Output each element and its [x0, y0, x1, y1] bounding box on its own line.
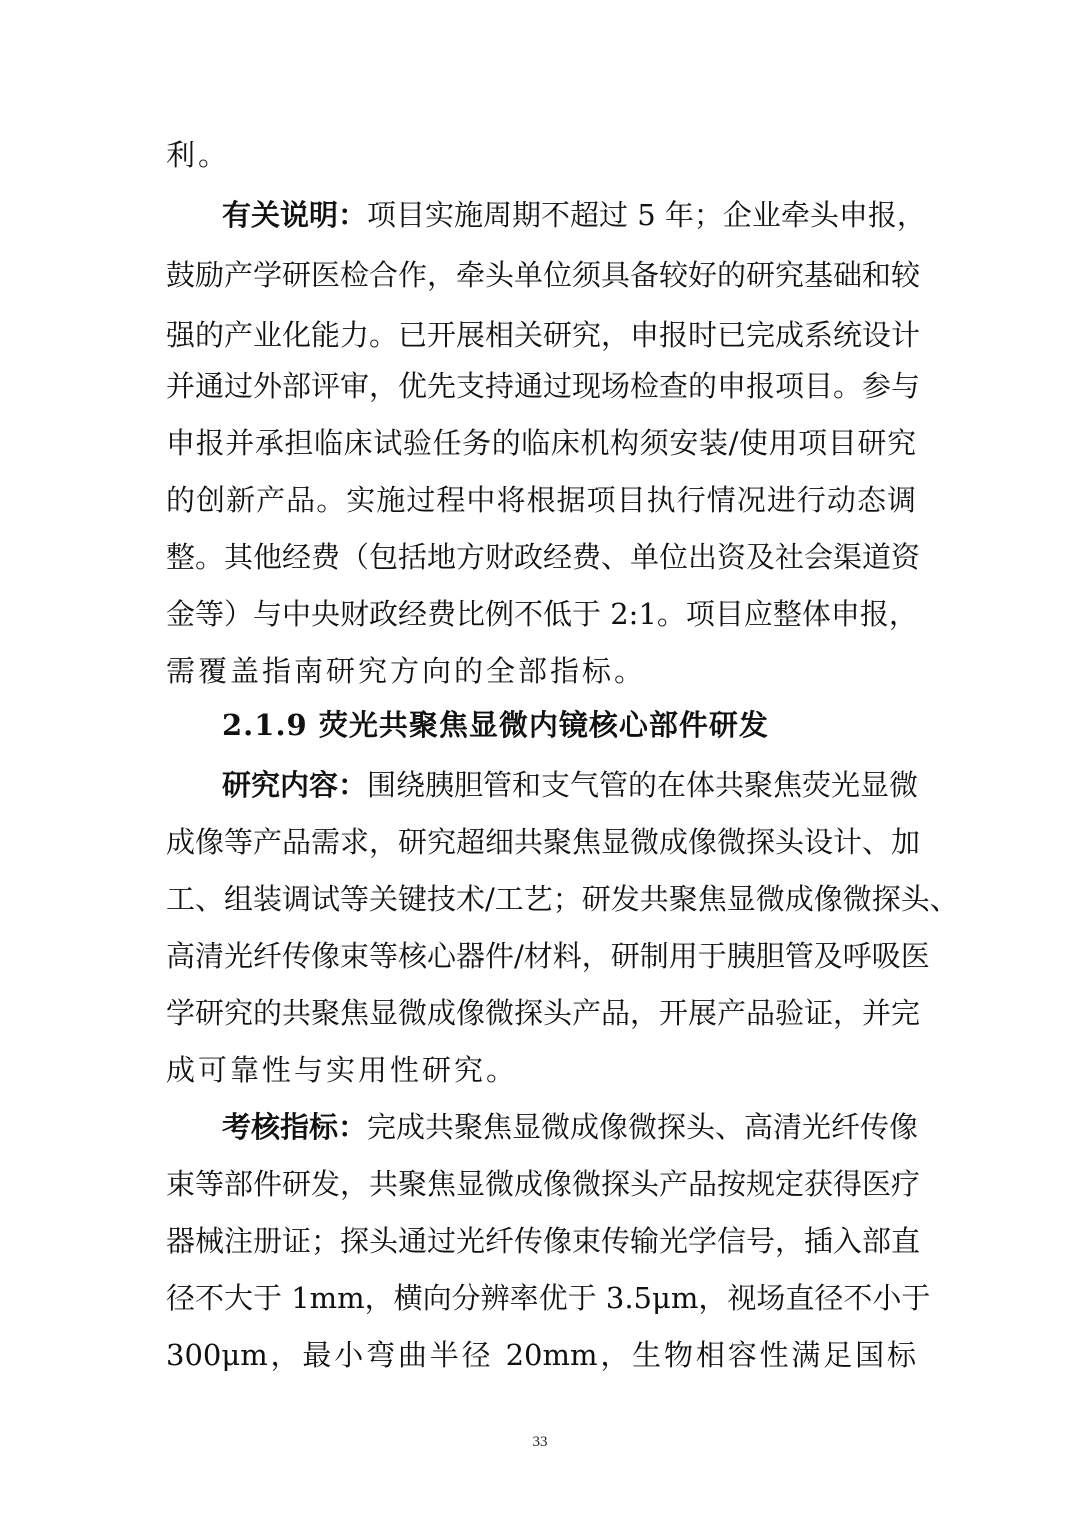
paragraph-first-line	[222, 1107, 919, 1147]
body-text-line: 金等）与中央财政经费比例不低于 2:1。项目应整体申报，	[166, 597, 918, 631]
body-text-line: 工、组装调试等关键技术/工艺；研发共聚焦显微成像微探头、	[166, 882, 959, 916]
paragraph-label: 研究内容：	[222, 768, 368, 802]
body-text-line: 成像等产品需求，研究超细共聚焦显微成像微探头设计、加	[166, 825, 921, 859]
body-text-line: 成可靠性与实用性研究。	[166, 1053, 519, 1087]
body-text-line: 利。	[166, 138, 231, 172]
paragraph-label: 有关说明：	[222, 198, 368, 232]
body-text-line: 器械注册证；探头通过光纤传像束传输光学信号，插入部直	[166, 1224, 921, 1258]
body-text-line: 申报并承担临床试验任务的临床机构须安装/使用项目研究	[166, 426, 916, 460]
body-text-line: 需覆盖指南研究方向的全部指标。	[166, 654, 647, 688]
section-heading: 2.1.9 荧光共聚焦显微内镜核心部件研发	[222, 708, 769, 742]
body-text-line: 完成共聚焦显微成像微探头、高清光纤传像	[367, 1110, 919, 1144]
body-text-line: 并通过外部评审，优先支持通过现场检查的申报项目。参与	[166, 369, 921, 403]
paragraph-first-line	[222, 195, 926, 235]
body-text-line: 项目实施周期不超过 5 年；企业牵头申报，	[367, 198, 926, 232]
body-text-line: 鼓励产学研医检合作，牵头单位须具备较好的研究基础和较	[166, 258, 921, 292]
body-text-line: 学研究的共聚焦显微成像微探头产品，开展产品验证，并完	[166, 996, 921, 1030]
body-text-line: 的创新产品。实施过程中将根据项目执行情况进行动态调	[166, 483, 916, 517]
paragraph-first-line	[222, 765, 919, 805]
body-text-line: 束等部件研发，共聚焦显微成像微探头产品按规定获得医疗	[166, 1167, 921, 1201]
page-number: 33	[532, 1434, 548, 1450]
body-text-line: 强的产业化能力。已开展相关研究，申报时已完成系统设计	[166, 318, 921, 352]
body-text-line: 围绕胰胆管和支气管的在体共聚焦荧光显微	[367, 768, 919, 802]
paragraph-label: 考核指标：	[222, 1110, 368, 1144]
body-text-line: 径不大于 1mm，横向分辨率优于 3.5μm，视场直径不小于	[166, 1281, 931, 1315]
body-text-line: 整。其他经费（包括地方财政经费、单位出资及社会渠道资	[166, 540, 921, 574]
body-text-line: 300μm，最小弯曲半径 20mm，生物相容性满足国标	[166, 1338, 916, 1372]
body-text-line: 高清光纤传像束等核心器件/材料，研制用于胰胆管及呼吸医	[166, 939, 930, 973]
